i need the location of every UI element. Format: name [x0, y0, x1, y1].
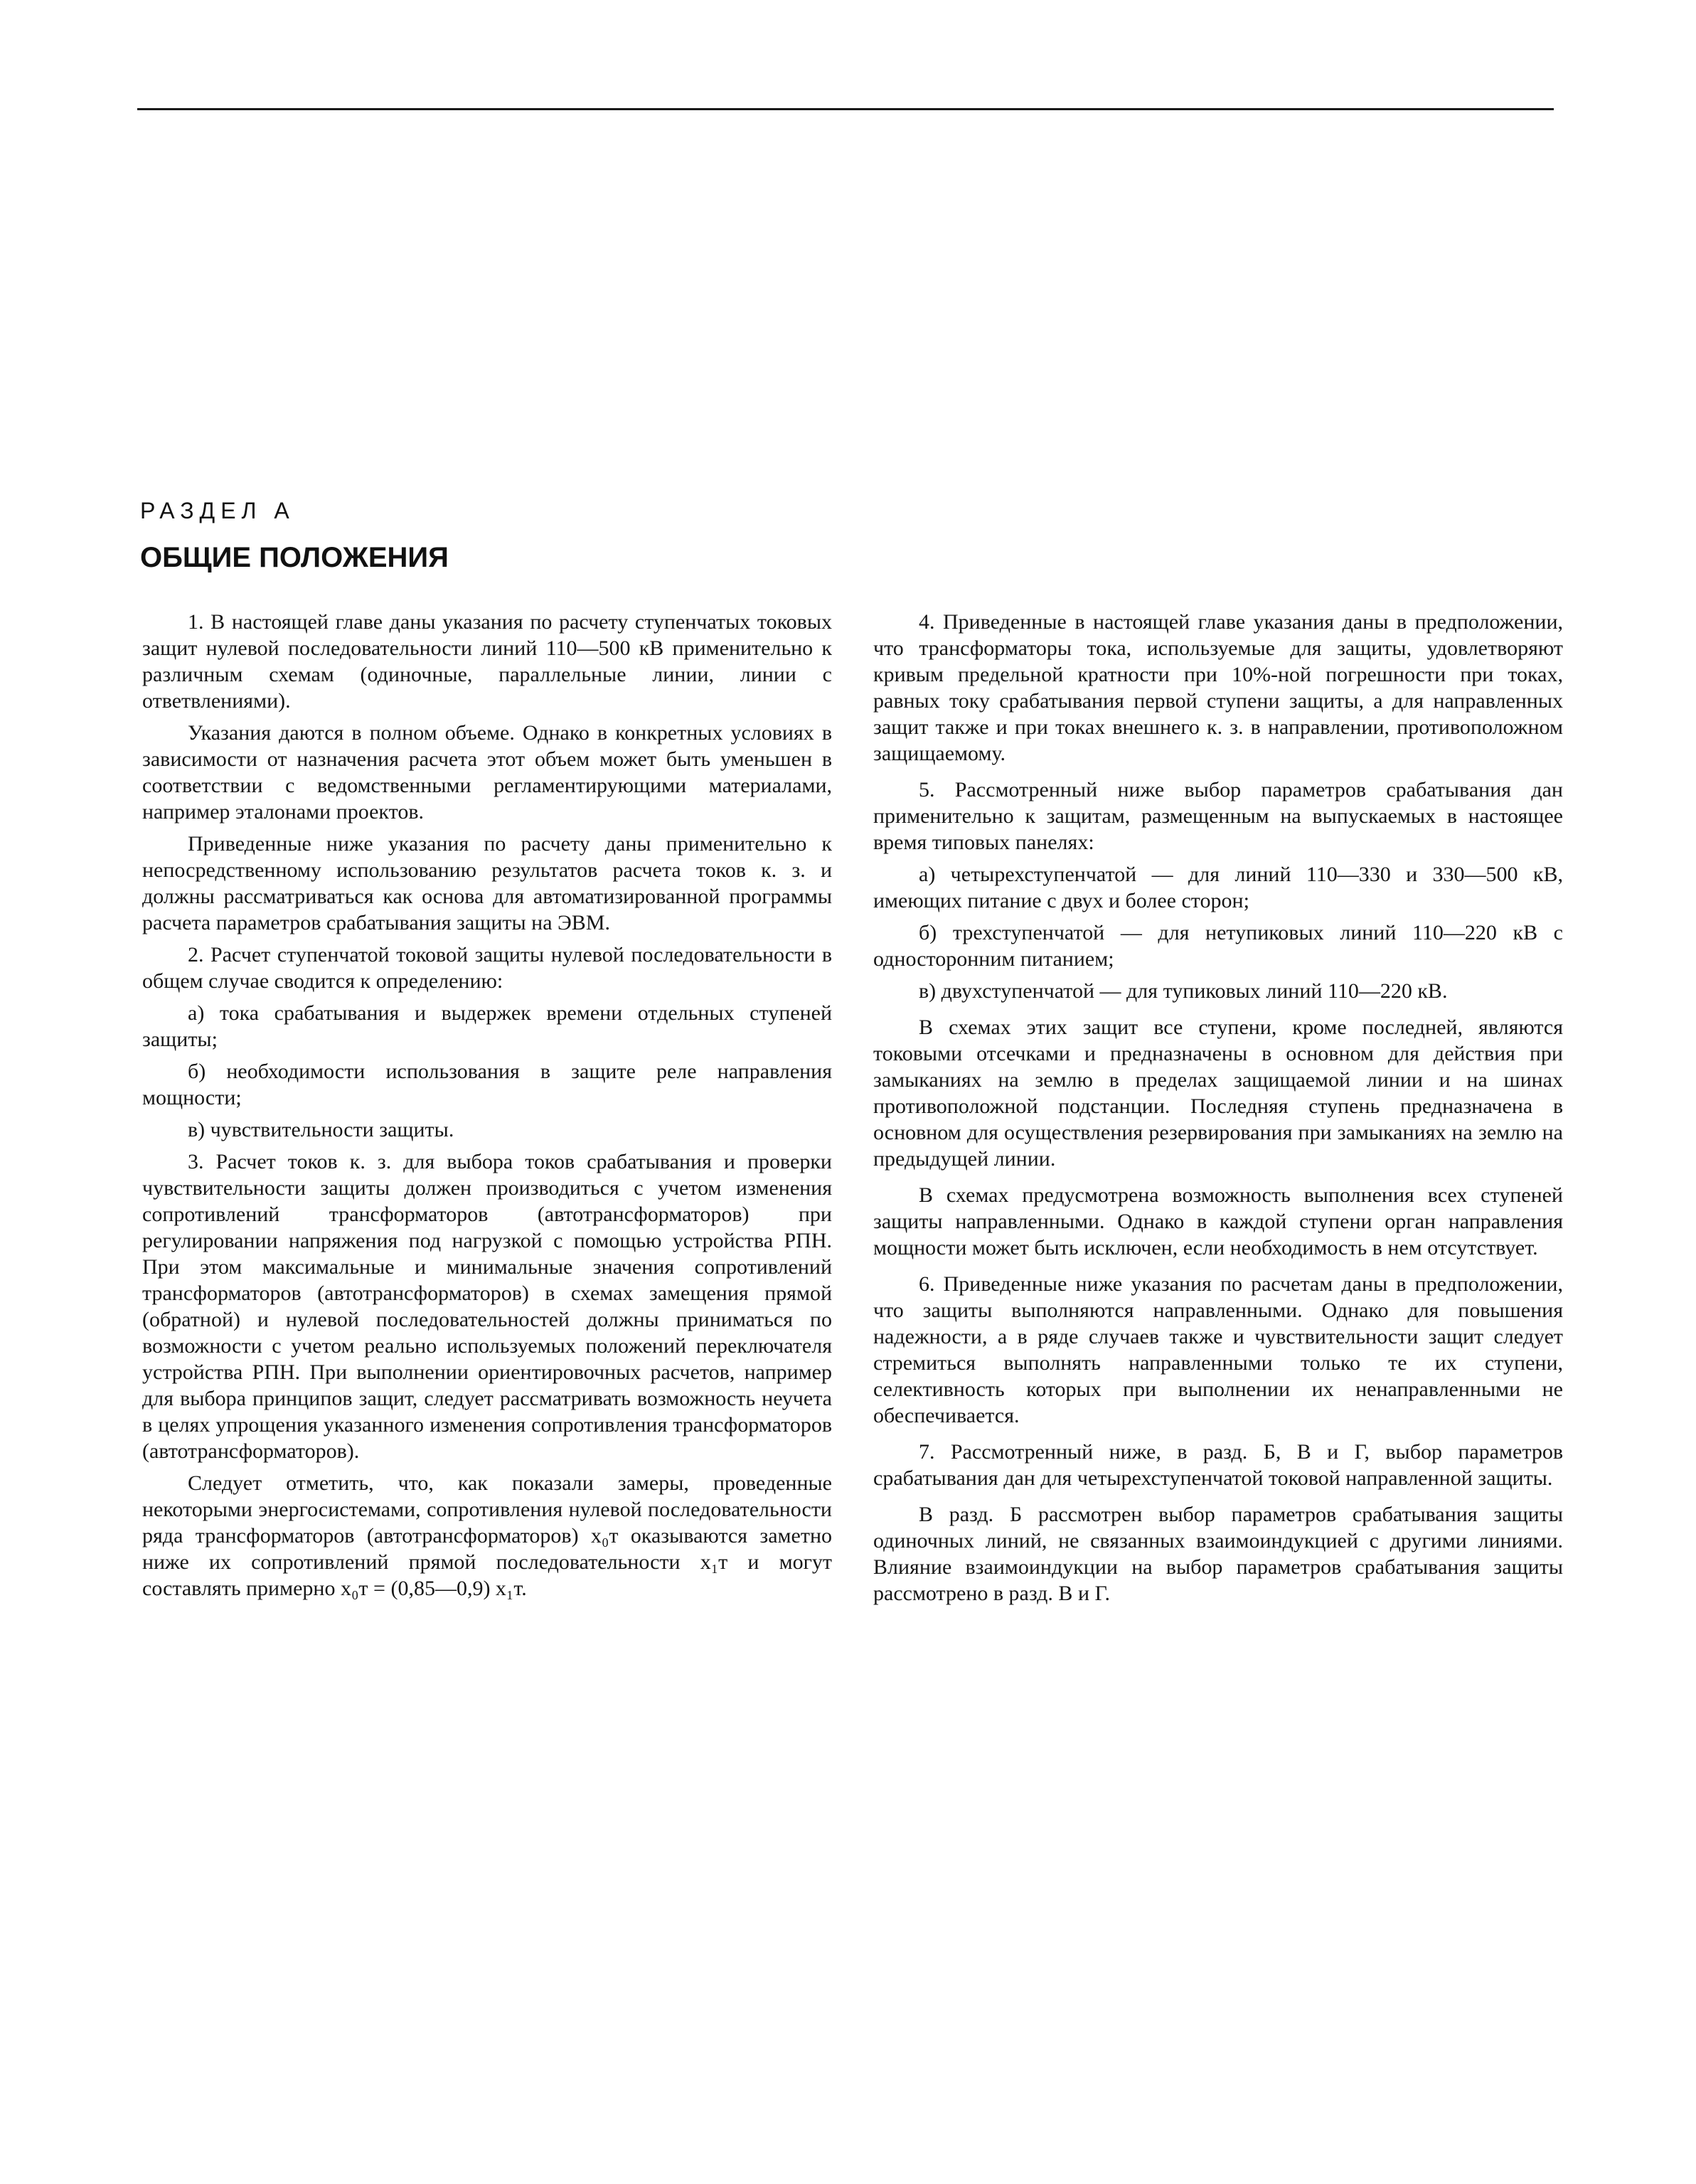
paragraph-section-b: В разд. Б рассмотрен выбор параметров срабатывания защиты одиночных линий, не связанных взаимоиндукцией с другими линиями. Влияние взаимоиндукции на выбор параметров срабатывания защиты рассмотрено в разд. В и Г.	[873, 1503, 1563, 1605]
list-item-a: а) тока срабатывания и выдержек времени отдельных ступеней защиты;	[142, 1001, 832, 1051]
right-column	[873, 609, 1563, 1612]
section-label: РАЗДЕЛ А	[140, 498, 295, 523]
paragraph-note: Следует отметить, что, как показали замеры, проведенные некоторыми энергосистемами, сопротивления нулевой последовательности ряда трансформаторов (автотрансформаторов) x₀т оказываются заметно ниже их сопротивлений прямой последовательности x₁т и могут составлять примерно x₀т = (0,85—0,9) x₁т.	[142, 1471, 832, 1600]
paragraph-4: 4. Приведенные в настоящей главе указания даны в предположении, что трансформаторы тока, используемые для защиты, удовлетворяют кривым предельной кратности при 10%-ной погрешности при токах, равных току срабатывания первой ступени защиты, а для направленных защит также и при токах внешнего к. з. в направлении, противоположном защищаемому.	[873, 610, 1563, 765]
paragraph-directional: В схемах предусмотрена возможность выполнения всех ступеней защиты направленными. Однако в каждой ступени орган направления мощности может быть исключен, если необходимость в нем отсутствует.	[873, 1183, 1563, 1259]
list-item-c: в) чувствительности защиты.	[188, 1118, 454, 1141]
left-column	[142, 609, 832, 1607]
section-title: ОБЩИЕ ПОЛОЖЕНИЯ	[140, 542, 449, 573]
paragraph-2: 2. Расчет ступенчатой токовой защиты нулевой последовательности в общем случае сводится к определению:	[142, 943, 832, 993]
paragraph-3: 3. Расчет токов к. з. для выбора токов срабатывания и проверки чувствительности защиты должен производиться с учетом изменения сопротивлений трансформаторов (автотрансформаторов) при регулировании напряжения под нагрузкой с помощью устройства РПН. При этом максимальные и минимальные значения сопротивлений трансформаторов (автотрансформаторов) в схемах замещения прямой (обратной) и нулевой последовательностей должны приниматься по возможности с учетом реально используемых положений переключателя устройства РПН. При выполнении ориентировочных расчетов, например для выбора принципов защит, следует рассматривать возможность неучета в целях упрощения указанного изменения сопротивления трансформаторов (автотрансформаторов).	[142, 1150, 832, 1463]
list-item-c: в) двухступенчатой — для тупиковых линий 110—220 кВ.	[919, 979, 1448, 1003]
list-item-b: б) трехступенчатой — для нетупиковых линий 110—220 кВ с односторонним питанием;	[873, 921, 1563, 971]
paragraph-cutoffs: В схемах этих защит все ступени, кроме последней, являются токовыми отсечками и предназначены в основном для действия при замыканиях на землю в пределах защищаемой линии и на шинах противоположной подстанции. Последняя ступень предназначена в основном для осуществления резервирования при замыканиях на землю на предыдущей линии.	[873, 1016, 1563, 1171]
paragraph-6: 6. Приведенные ниже указания по расчетам даны в предположении, что защиты выполняются направленными. Однако для повышения надежности, а в ряде случаев также и чувствительности защит следует стремиться выполнять направленными только те их ступени, селективность которых при выполнении их ненаправленными не обеспечивается.	[873, 1272, 1563, 1427]
paragraph-1: 1. В настоящей главе даны указания по расчету ступенчатых токовых защит нулевой последовательности линий 110—500 кВ применительно к различным схемам (одиночные, параллельные линии, линии с ответвлениями).	[142, 610, 832, 713]
paragraph-scope: Указания даются в полном объеме. Однако в конкретных условиях в зависимости от назначения расчета этот объем может быть уменьшен в соответствии с ведомственными регламентирующими материалами, например эталонами проектов.	[142, 721, 832, 824]
list-item-a: а) четырехступенчатой — для линий 110—330 и 330—500 кВ, имеющих питание с двух и более сторон;	[873, 863, 1563, 912]
paragraph-5: 5. Рассмотренный ниже выбор параметров срабатывания дан применительно к защитам, размещенным на выпускаемых в настоящее время типовых панелях:	[873, 778, 1563, 854]
paragraph-7: 7. Рассмотренный ниже, в разд. Б, В и Г, выбор параметров срабатывания дан для четырехступенчатой токовой направленной защиты.	[873, 1440, 1563, 1490]
top-rule	[137, 108, 1554, 110]
paragraph-automation: Приведенные ниже указания по расчету даны применительно к непосредственному использованию результатов расчета токов к. з. и должны рассматриваться как основа для автоматизированной программы расчета параметров срабатывания защиты на ЭВМ.	[142, 832, 832, 934]
list-item-b: б) необходимости использования в защите реле направления мощности;	[142, 1060, 832, 1109]
